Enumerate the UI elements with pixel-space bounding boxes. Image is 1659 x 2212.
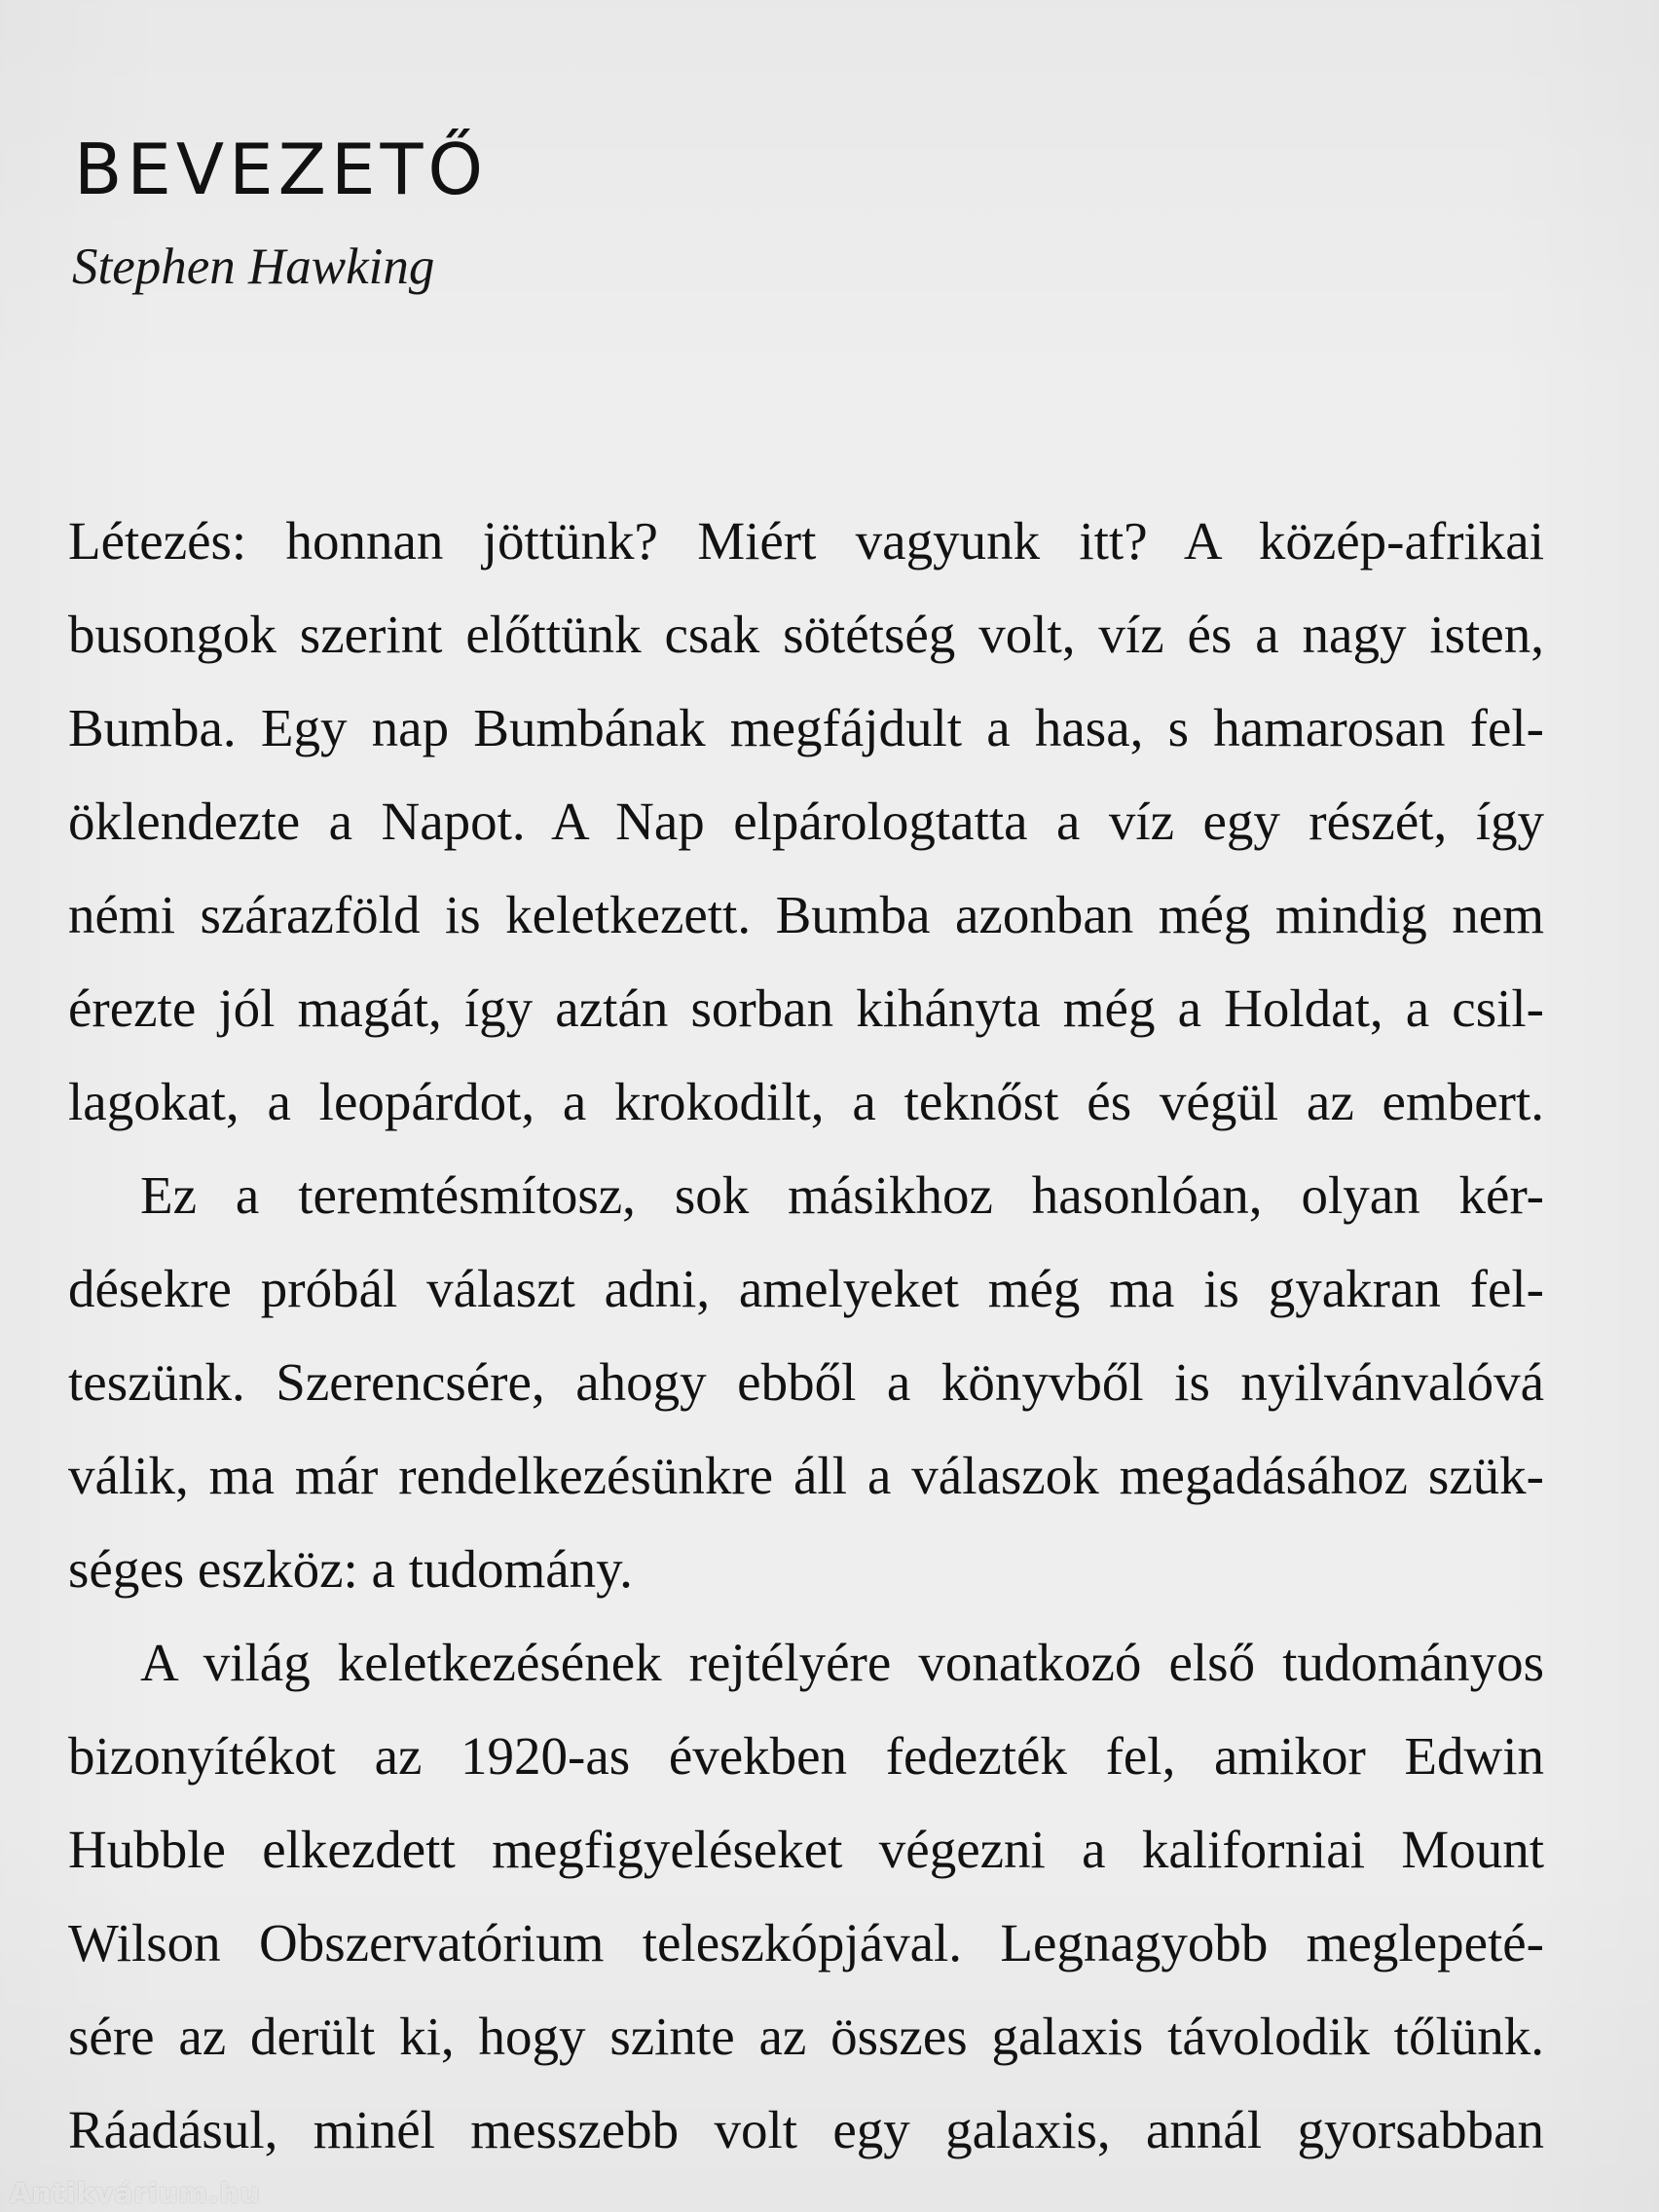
text-line: Ráadásul, minél messzebb volt egy galaxis, annál gyorsabban bbox=[68, 2100, 1544, 2159]
text-line: sére az derült ki, hogy szinte az összes galaxis távolodik tőlünk. bbox=[68, 2007, 1544, 2066]
text-line: désekre próbál választ adni, amelyeket még ma is gyakran fel- bbox=[68, 1259, 1544, 1318]
text-line: érezte jól magát, így aztán sorban kihányta még a Holdat, a csil- bbox=[68, 978, 1544, 1038]
text-line: bizonyítékot az 1920-as években fedezték fel, amikor Edwin bbox=[68, 1726, 1544, 1786]
text-line: Hubble elkezdett megfigyeléseket végezni a kaliforniai Mount bbox=[68, 1820, 1544, 1879]
text-line: teszünk. Szerencsére, ahogy ebből a könyvből is nyilvánvalóvá bbox=[68, 1352, 1544, 1412]
text-line: öklendezte a Napot. A Nap elpárologtatta a víz egy részét, így bbox=[68, 792, 1544, 851]
paragraph-last-line: séges eszköz: a tudomány. bbox=[68, 1539, 633, 1599]
text-line: némi szárazföld is keletkezett. Bumba azonban még mindig nem bbox=[68, 885, 1544, 944]
text-line: válik, ma már rendelkezésünkre áll a válaszok megadásához szük- bbox=[68, 1446, 1544, 1505]
watermark: Antikvárium.hu bbox=[10, 2177, 261, 2209]
body-text bbox=[68, 495, 1544, 2177]
paragraph-first-line: A világ keletkezésének rejtélyére vonatkozó első tudományos bbox=[140, 1633, 1544, 1692]
chapter-author: Stephen Hawking bbox=[72, 239, 435, 295]
text-line: lagokat, a leopárdot, a krokodilt, a teknőst és végül az embert. bbox=[68, 1072, 1544, 1131]
text-line: Létezés: honnan jöttünk? Miért vagyunk itt? A közép-afrikai bbox=[68, 511, 1544, 571]
paragraph-first-line: Ez a teremtésmítosz, sok másikhoz hasonlóan, olyan kér- bbox=[140, 1165, 1544, 1225]
text-line: busongok szerint előttünk csak sötétség volt, víz és a nagy isten, bbox=[68, 605, 1544, 664]
text-line: Wilson Obszervatórium teleszkópjával. Legnagyobb meglepeté- bbox=[68, 1913, 1544, 1972]
text-line: Bumba. Egy nap Bumbának megfájdult a hasa, s hamarosan fel- bbox=[68, 698, 1544, 757]
chapter-title: BEVEZETŐ bbox=[74, 129, 489, 210]
